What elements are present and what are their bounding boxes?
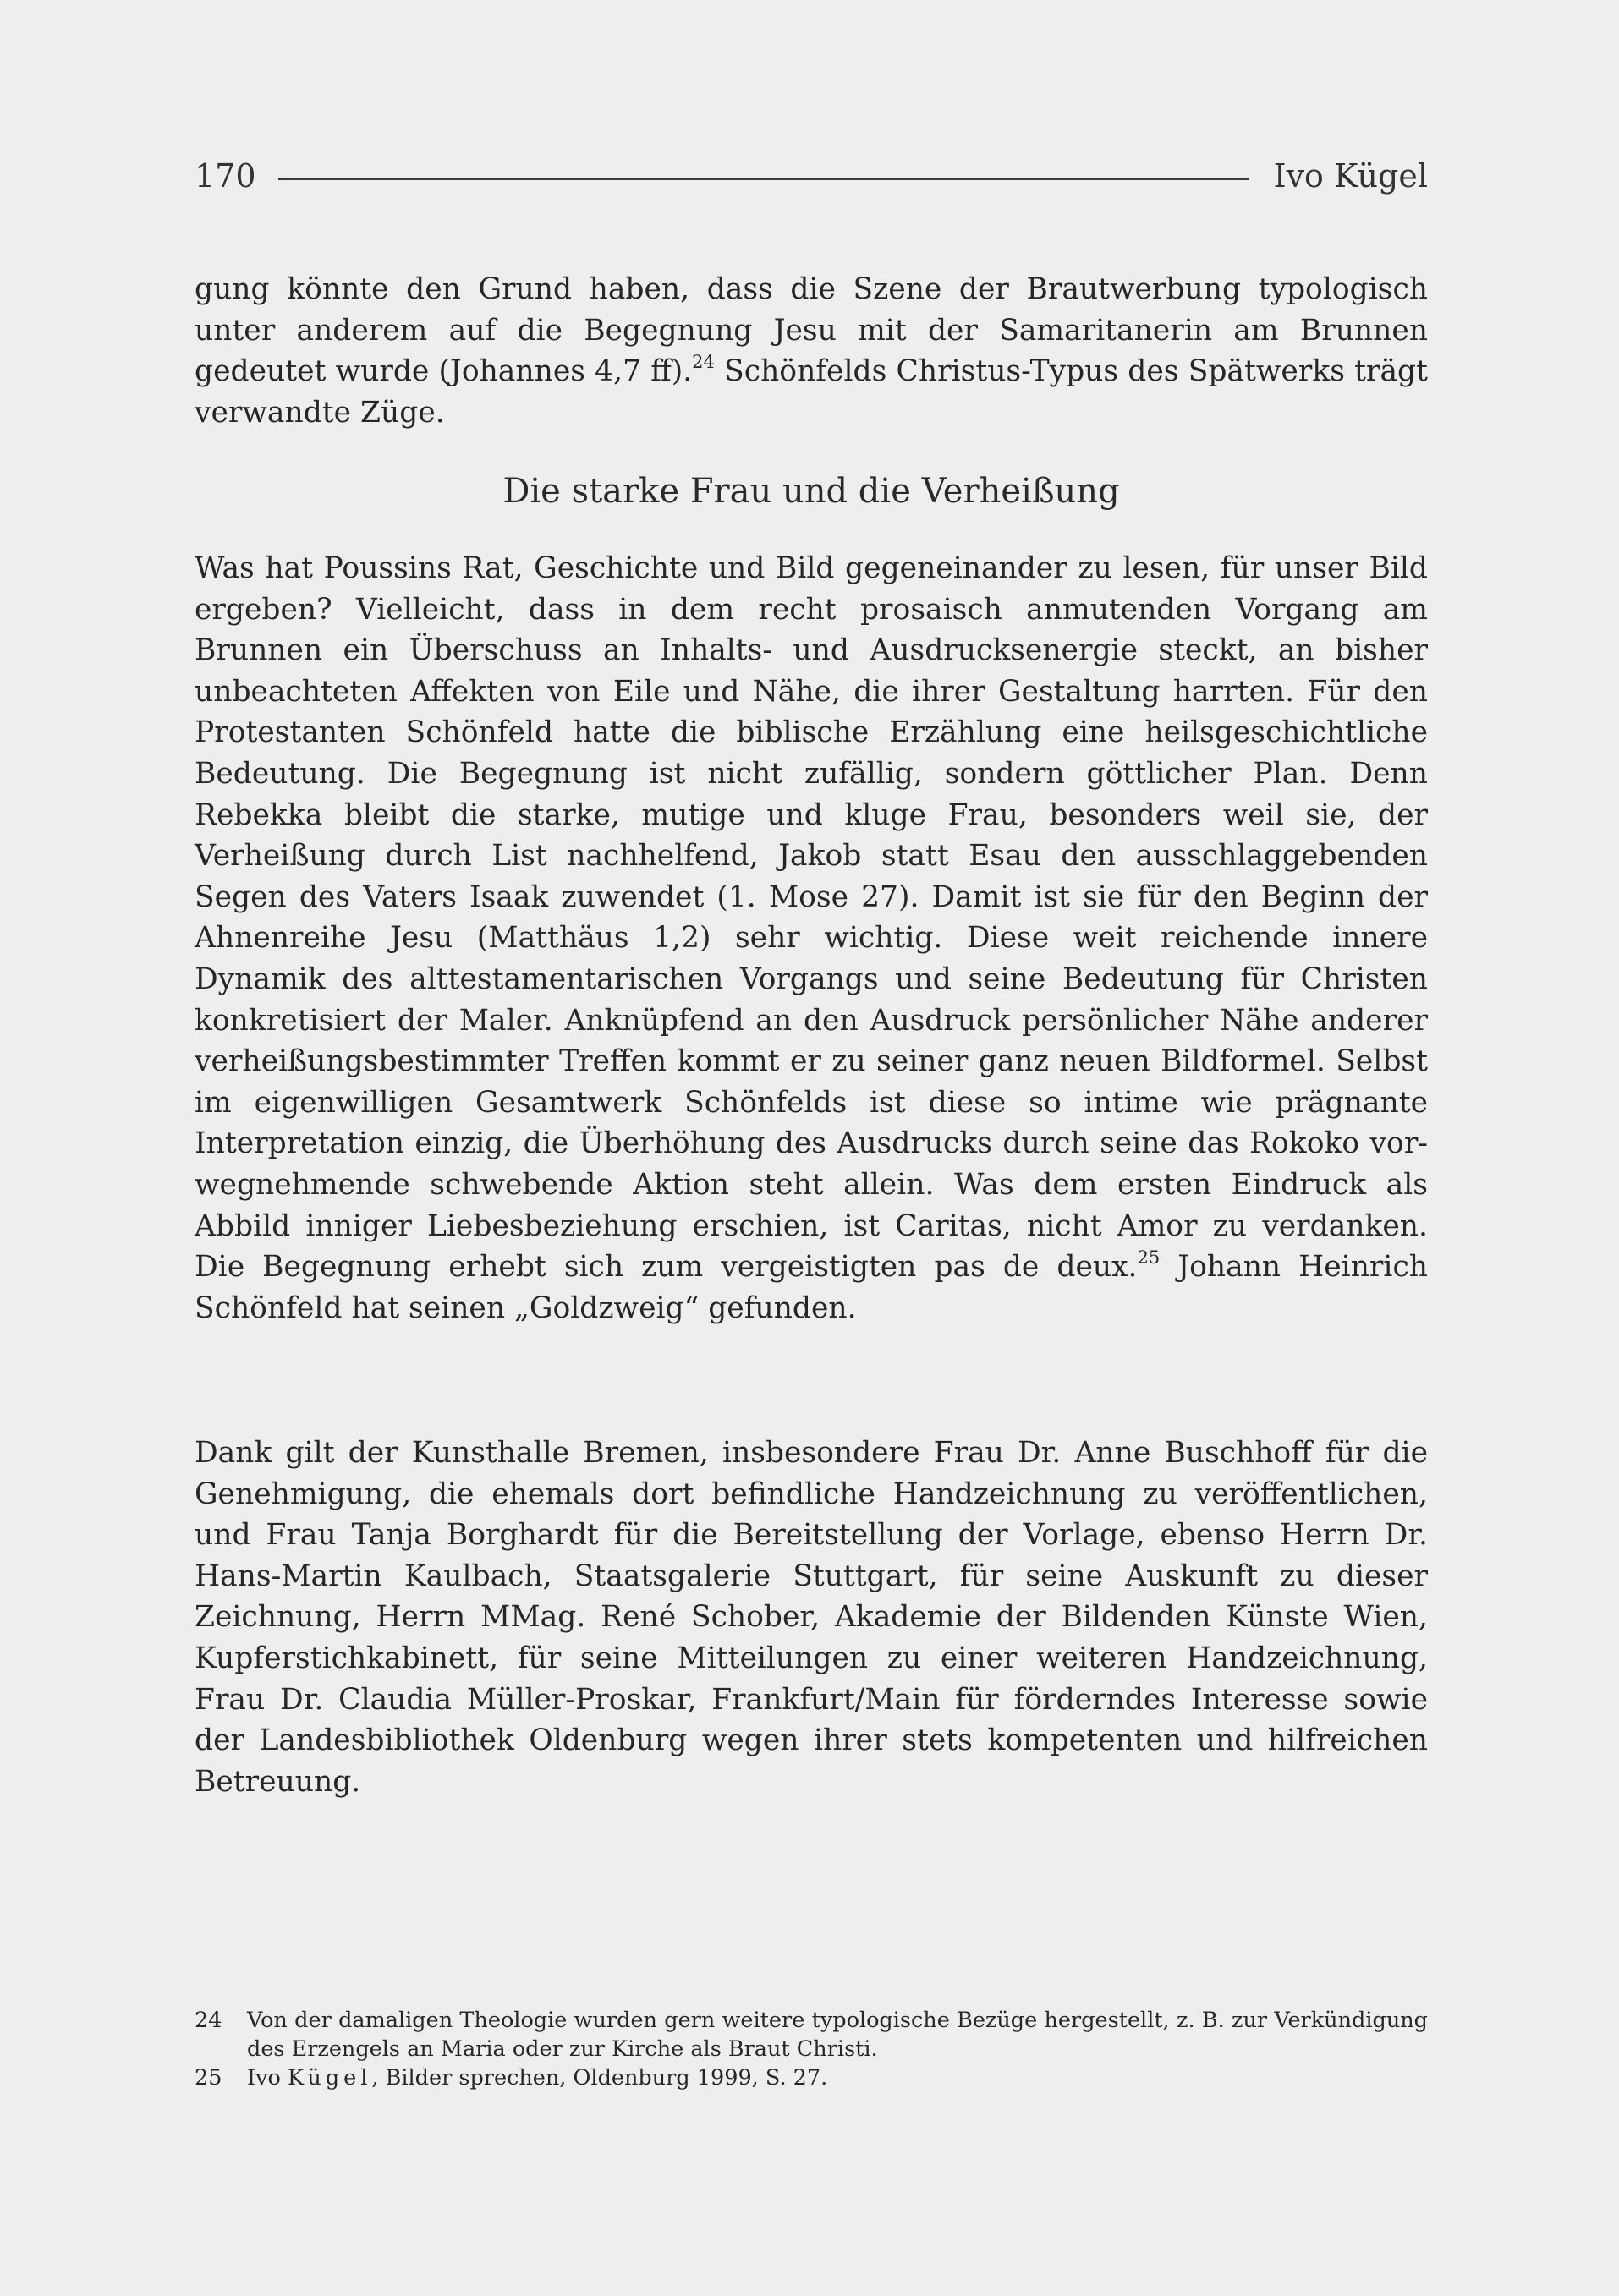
page-number: 170 — [195, 157, 256, 195]
main-text-part-1: Was hat Poussins Rat, Geschichte und Bild gegeneinander zu lesen, für unser Bild ergeben? Vielleicht, dass in dem recht prosaisch anmutenden Vorgang am Brunnen ein Überschuss an Inhalts- und Ausdrucksenergie steckt, an bisher unbeachteten Affekten von Eile und Nähe, die ihrer Gestaltung harrten. Für den Protestanten Schönfeld hatte die biblische Erzählung eine heilsgeschichtliche Bedeutung. Die Begegnung ist nicht zufällig, sondern göttlicher Plan. Denn Rebekka bleibt die starke, mutige und kluge Frau, besonders weil sie, der Verheißung durch List nachhelfend, Jakob statt Esau den ausschlaggebenden Segen des Vaters Isaak zuwendet (1. Mose 27). Damit ist sie für den Beginn der Ahnenreihe Jesu (Matthäus 1,2) sehr wichtig. Diese weit reichende innere Dynamik des alttestamentarischen Vorgangs und seine Bedeutung für Christen konkretisiert der Maler. Anknüpfend an den Ausdruck persönlicher Nähe anderer verheißungsbestimmter Treffen kommt er zu seiner ganz neuen Bildformel. Selbst im eigenwilligen Gesamtwerk Schönfelds ist diese so intime wie prägnante Interpretation einzig, die Überhöhung des Ausdrucks durch seine das Rokoko vorwegnehmende schwebende Aktion steht allein. Was dem ersten Eindruck als Abbild inniger Liebesbeziehung erschien, ist Caritas, nicht Amor zu verdanken. Die Begegnung erhebt sich zum vergeistigten pas de deux. — [195, 551, 1428, 1285]
header-rule — [278, 178, 1249, 180]
footnote-author-name: Kügel — [287, 2065, 372, 2091]
running-head: Ivo Kügel — [1273, 157, 1428, 195]
footnotes — [195, 2006, 1428, 2092]
intro-text-part-1: gung könnte den Grund haben, dass die Szene der Brautwerbung typologisch unter anderem auf die Begegnung Jesu mit der Samaritanerin am Brunnen gedeutet wurde (Johannes 4,7 ff). — [195, 272, 1428, 389]
footnote-25 — [195, 2063, 1428, 2092]
footnote-text — [247, 2063, 1428, 2092]
main-text-part-2: Johann Heinrich Schönfeld hat seinen „Goldzweig“ gefunden. — [195, 1250, 1428, 1325]
footnote-24 — [195, 2006, 1428, 2063]
footnote-citation: , Bilder sprechen, Oldenburg 1999, S. 27. — [371, 2065, 828, 2091]
footnote-text: Von der damaligen Theologie wurden gern weitere typologische Bezüge hergestellt, z. B. zur Verkündigung des Erzengels an Maria oder zur Kirche als Braut Christi. — [247, 2008, 1428, 2062]
footnote-ref-25: 25 — [1137, 1247, 1161, 1269]
page-header — [195, 151, 1428, 201]
intro-text-part-2: Schönfelds Christus-Typus des Spätwerks trägt verwandte Züge. — [195, 354, 1428, 430]
footnote-number: 24 — [195, 2008, 222, 2033]
footnote-author-first: Ivo — [247, 2065, 288, 2091]
acknowledgement-paragraph: Dank gilt der Kunsthalle Bremen, insbesondere Frau Dr. Anne Buschhoff für die Genehmigung, die ehemals dort befindliche Handzeichnung zu veröffentlichen, und Frau Tanja Borghardt für die Bereitstellung der Vorlage, ebenso Herrn Dr. Hans-Martin Kaulbach, Staatsgalerie Stuttgart, für seine Auskunft zu dieser Zeichnung, Herrn MMag. René Schober, Akademie der Bildenden Künste Wien, Kupferstichkabinett, für seine Mitteilungen zu einer weiteren Handzeichnung, Frau Dr. Claudia Müller-Proskar, Frankfurt/Main für förderndes Interesse sowie der Landesbibliothek Oldenburg wegen ihrer stets kompetenten und hilfreichen Betreuung. — [195, 1436, 1428, 1799]
footnote-number: 25 — [195, 2065, 222, 2091]
footnote-ref-24: 24 — [692, 352, 715, 373]
main-paragraph — [195, 548, 1428, 1329]
section-heading: Die starke Frau und die Verheißung — [502, 472, 1120, 511]
intro-paragraph — [195, 269, 1428, 433]
